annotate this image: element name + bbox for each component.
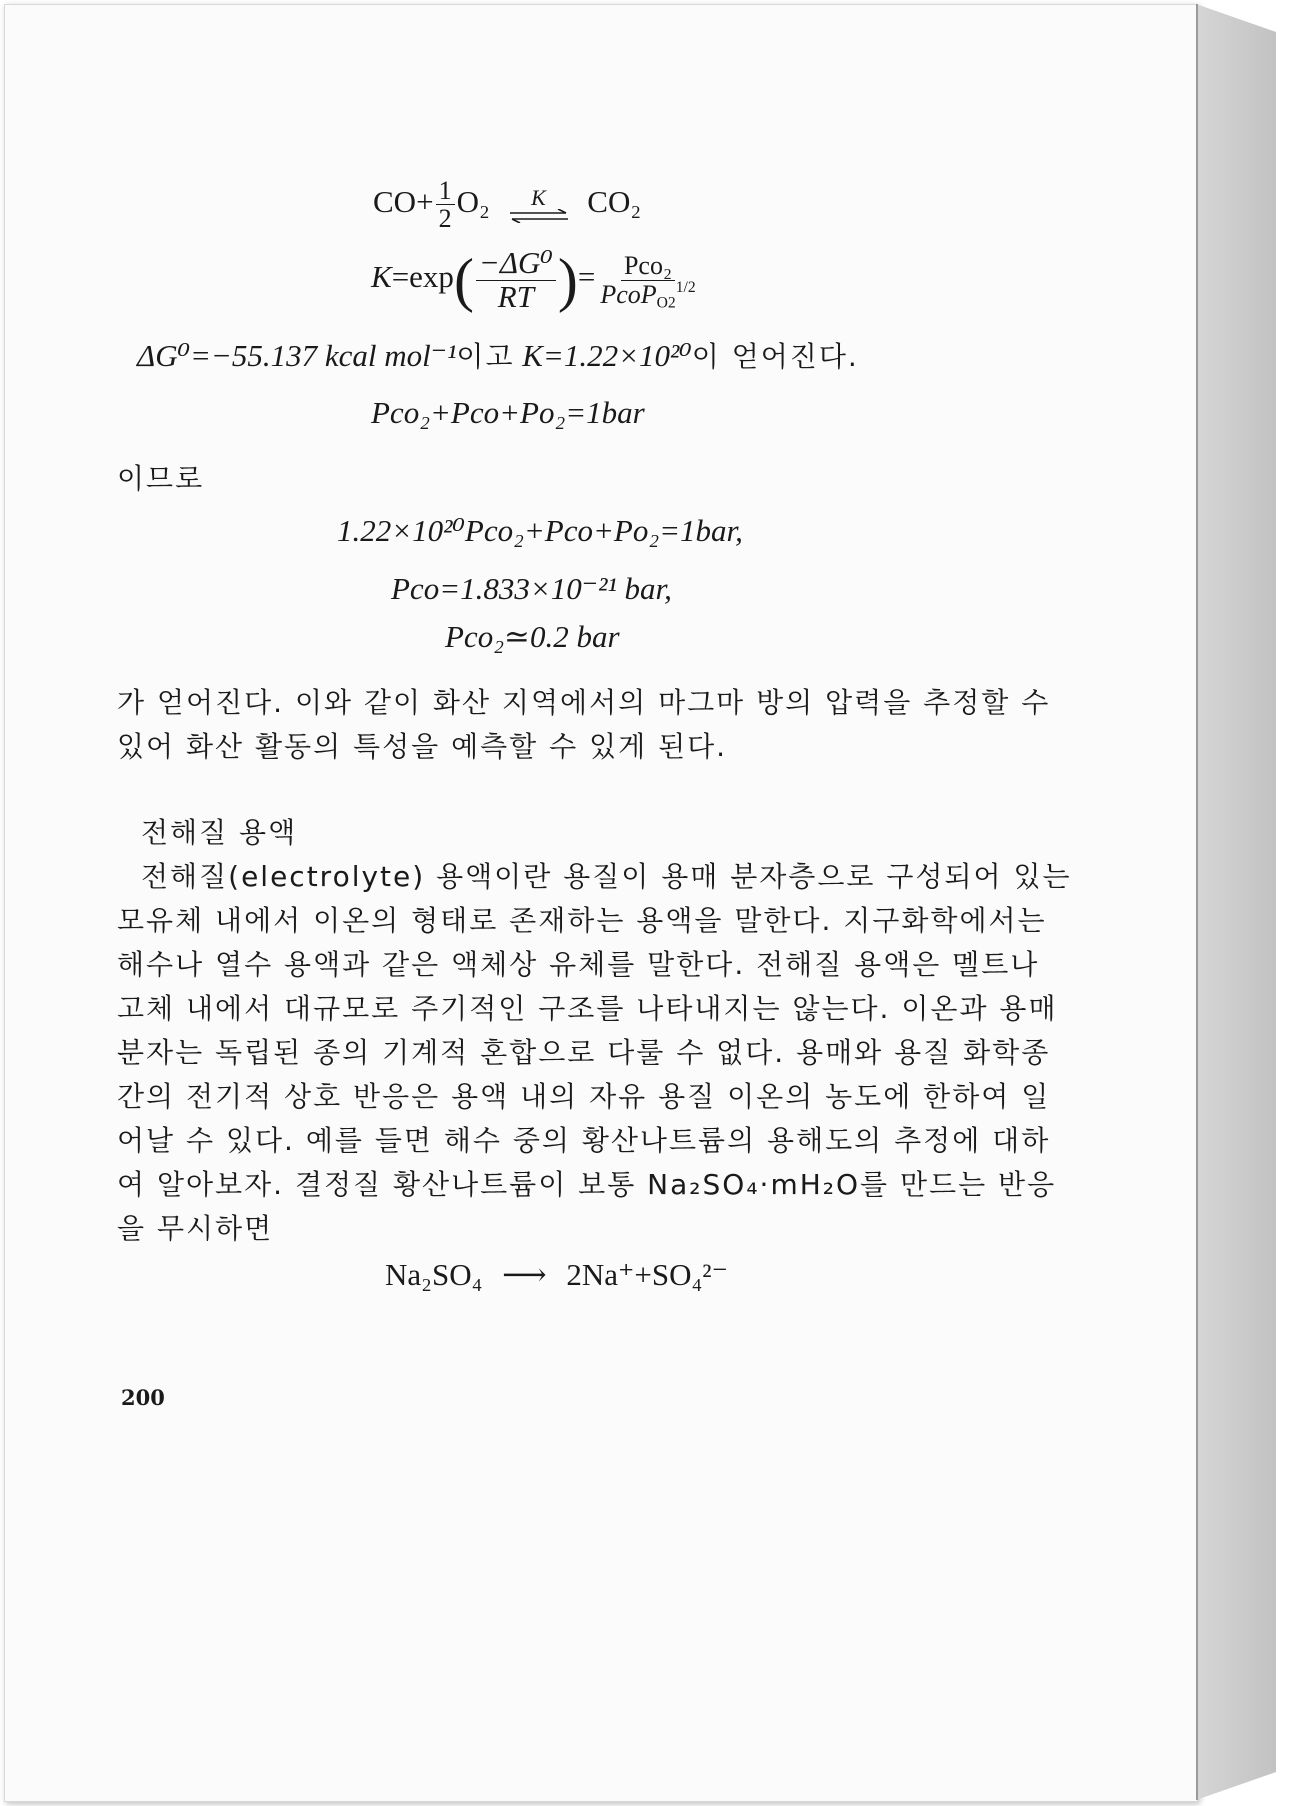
equation-co-oxidation <box>373 177 641 233</box>
eq5-text: Pco₂≃0.2 bar <box>445 619 620 654</box>
den-sup: 1/2 <box>675 278 696 296</box>
eq2-k: K <box>371 259 392 295</box>
text-imeuro: 이므로 <box>117 462 205 495</box>
frac-den: 2 <box>438 204 452 234</box>
eq-k-label: K <box>531 184 546 210</box>
book-spine <box>1196 4 1276 1800</box>
equation-substituted <box>337 513 743 549</box>
page-number: 200 <box>121 1385 165 1410</box>
dg-line <box>137 335 859 375</box>
frac-num: −ΔG⁰ <box>476 247 556 281</box>
spine-edge <box>1196 4 1198 1800</box>
eq-o2: O₂ <box>456 183 490 219</box>
para1-line: 가 얻어진다. 이와 같이 화산 지역에서의 마그마 방의 압력을 추정할 수 <box>117 686 1051 719</box>
equation-pco2 <box>445 619 620 655</box>
dg-text1: 이고 <box>456 340 515 373</box>
frac-den: RT <box>497 278 534 314</box>
eq6-lhs: Na₂SO₄ <box>385 1257 483 1292</box>
eq-co: CO <box>373 183 417 219</box>
k-value: K=1.22×10²⁰ <box>522 338 692 373</box>
para2-line: 해수나 열수 용액과 같은 액체상 유체를 말한다. 전해질 용액은 멜트나 <box>117 948 1040 981</box>
dg-text2: 이 얻어진다. <box>691 340 859 373</box>
eq2-equals: = <box>577 259 596 295</box>
para2-line: 분자는 독립된 종의 기계적 혼합으로 다룰 수 없다. 용매와 용질 화학종 <box>117 1036 1051 1069</box>
para1-line: 있어 화산 활동의 특성을 예측할 수 있게 된다. <box>117 730 728 763</box>
frac-num: 1 <box>436 177 455 205</box>
eq-co2: CO₂ <box>587 183 642 219</box>
fraction-pressures <box>597 251 698 312</box>
frac-den <box>597 278 698 312</box>
paren-right: ) <box>557 247 578 314</box>
equation-sum-pressures <box>371 395 645 431</box>
book-page <box>4 4 1198 1802</box>
paren-left: ( <box>453 247 474 314</box>
den-text: PcoP <box>600 279 657 309</box>
eq-plus: + <box>416 183 434 219</box>
den-sub: O2 <box>656 294 676 312</box>
eq3-text: 1.22×10²⁰Pco₂+Pco+Po₂=1bar, <box>337 513 743 548</box>
para2-line: 간의 전기적 상호 반응은 용액 내의 자유 용질 이온의 농도에 한하여 일 <box>117 1080 1051 1113</box>
eq6-rhs: 2Na⁺+SO₄²⁻ <box>566 1257 728 1292</box>
para2-line: 을 무시하면 <box>117 1212 274 1245</box>
para2-line: 고체 내에서 대규모로 주기적인 구조를 나타내지는 않는다. 이온과 용매 <box>117 992 1058 1025</box>
equation-pco <box>391 571 672 607</box>
section-heading: 전해질 용액 <box>141 816 298 849</box>
arrow-icon: ⟶ <box>502 1257 547 1292</box>
para2-line: 여 알아보자. 결정질 황산나트륨이 보통 Na₂SO₄·mH₂O를 만드는 반응 <box>117 1168 1057 1201</box>
equation-sodium-sulfate <box>385 1257 728 1293</box>
para2-line: 모유체 내에서 이온의 형태로 존재하는 용액을 말한다. 지구화학에서는 <box>117 904 1047 937</box>
para2-line: 전해질(electrolyte) 용액이란 용질이 용매 분자층으로 구성되어 있는 <box>141 860 1072 893</box>
fraction-half <box>436 177 455 233</box>
para2-line: 어날 수 있다. 예를 들면 해수 중의 황산나트륨의 용해도의 추정에 대하 <box>117 1124 1051 1157</box>
frac-num: Pco₂ <box>621 252 675 280</box>
eq2-exp: =exp <box>391 259 454 295</box>
eq4-text: Pco=1.833×10⁻²¹ bar, <box>391 571 672 606</box>
equation-k-exp <box>371 247 701 313</box>
fraction-dg-rt <box>476 247 556 313</box>
dg-value: ΔG⁰=−55.137 kcal mol⁻¹ <box>137 338 457 373</box>
equilibrium-arrow-icon <box>508 184 570 223</box>
eq-sum-text: Pco₂+Pco+Po₂=1bar <box>371 395 645 430</box>
